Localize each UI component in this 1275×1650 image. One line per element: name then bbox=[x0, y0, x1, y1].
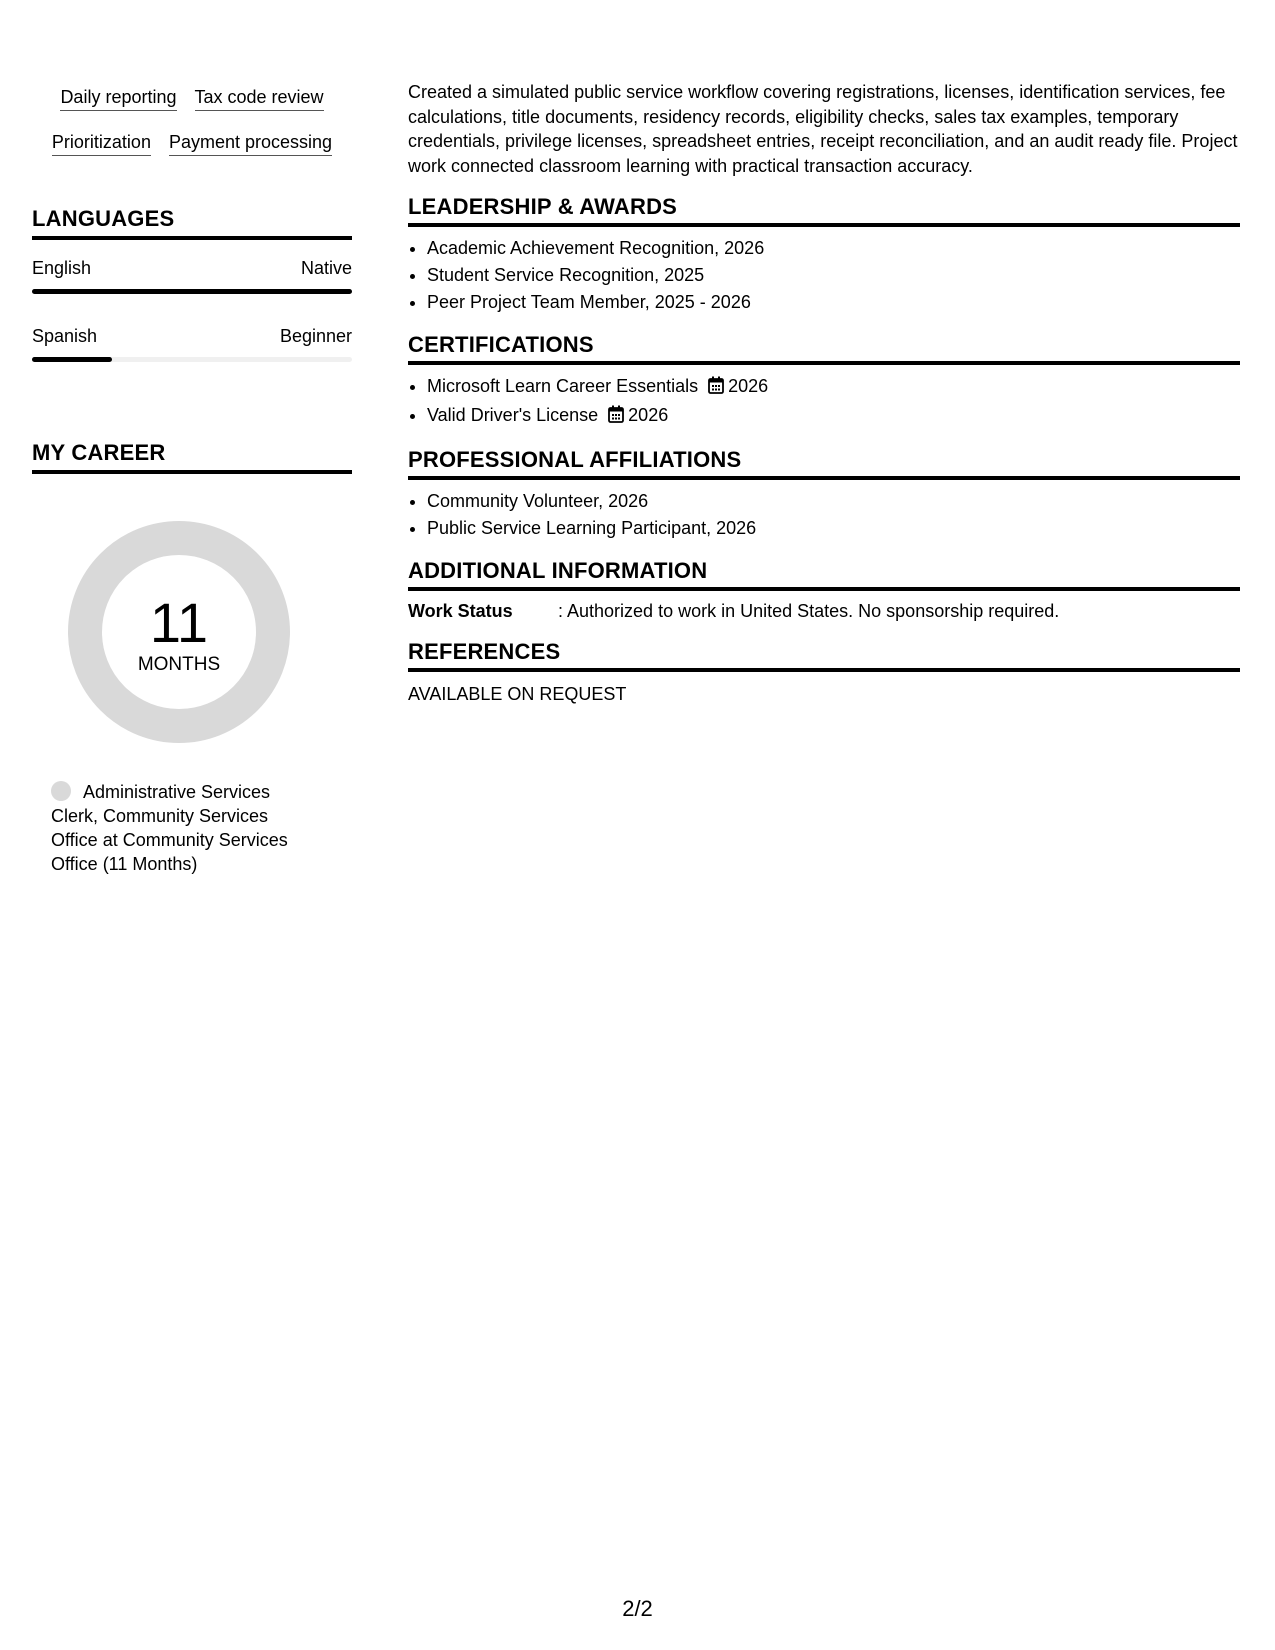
affiliations-list bbox=[408, 488, 1240, 542]
work-status-row bbox=[408, 599, 1240, 623]
leadership-list bbox=[408, 235, 1240, 316]
certifications-heading: CERTIFICATIONS bbox=[408, 332, 1240, 365]
calendar-icon bbox=[608, 404, 624, 431]
skill-tag: Payment processing bbox=[169, 131, 332, 156]
certification-name: Microsoft Learn Career Essentials bbox=[427, 376, 699, 396]
career-section bbox=[32, 440, 352, 876]
donut-center-label bbox=[67, 591, 291, 676]
skills-list bbox=[32, 80, 352, 156]
project-summary: Created a simulated public service workflow covering registrations, licenses, identification services, fee calculations, title documents, residency records, eligibility checks, sales tax examples, temporary credentials, privilege licenses, spreadsheet entries, receipt reconciliation, and an audit ready file. Project work connected classroom learning with practical transaction accuracy. bbox=[408, 82, 1238, 176]
list-item: • Public Service Learning Participant, 2026 bbox=[427, 515, 1240, 542]
language-proficiency-bar bbox=[32, 357, 352, 362]
leadership-heading: LEADERSHIP & AWARDS bbox=[408, 194, 1240, 227]
list-item bbox=[427, 373, 1240, 402]
career-donut-chart bbox=[67, 520, 291, 744]
list-item bbox=[427, 402, 1240, 431]
affiliations-heading: PROFESSIONAL AFFILIATIONS bbox=[408, 447, 1240, 480]
certification-year: 2026 bbox=[628, 405, 669, 425]
references-heading: REFERENCES bbox=[408, 639, 1240, 672]
career-entry-text: Administrative Services Clerk, Community Services Office at Community Services Office (11 Months) bbox=[51, 782, 288, 874]
language-item bbox=[32, 324, 352, 362]
language-name: Spanish bbox=[32, 326, 98, 346]
list-item: • Community Volunteer, 2026 bbox=[427, 488, 1240, 515]
career-total-number: 11 bbox=[149, 591, 209, 654]
work-status-value: : Authorized to work in United States. No sponsorship required. bbox=[558, 601, 1060, 621]
languages-heading: LANGUAGES bbox=[32, 206, 352, 240]
skill-tag: Prioritization bbox=[52, 131, 151, 156]
references-text: AVAILABLE ON REQUEST bbox=[408, 684, 627, 704]
calendar-icon bbox=[708, 375, 724, 402]
right-column bbox=[408, 80, 1240, 706]
work-status-label: Work Status bbox=[408, 601, 513, 621]
legend-dot-icon bbox=[51, 781, 71, 801]
career-legend bbox=[51, 780, 311, 876]
language-level: Beginner bbox=[279, 326, 352, 346]
additional-info-heading: ADDITIONAL INFORMATION bbox=[408, 558, 1240, 591]
page-number: 2/2 bbox=[622, 1596, 653, 1621]
language-name: English bbox=[32, 258, 92, 278]
language-item bbox=[32, 256, 352, 294]
language-proficiency-fill bbox=[32, 357, 112, 362]
list-item: • Peer Project Team Member, 2025 - 2026 bbox=[427, 289, 1240, 316]
career-heading: MY CAREER bbox=[32, 440, 352, 474]
left-column bbox=[32, 80, 352, 876]
list-item: • Student Service Recognition, 2025 bbox=[427, 262, 1240, 289]
skill-tag: Tax code review bbox=[195, 86, 324, 111]
certification-year: 2026 bbox=[728, 376, 769, 396]
career-total-unit: MONTHS bbox=[137, 654, 221, 675]
list-item: • Academic Achievement Recognition, 2026 bbox=[427, 235, 1240, 262]
language-proficiency-fill bbox=[32, 289, 352, 294]
skill-tag: Daily reporting bbox=[60, 86, 176, 111]
language-proficiency-bar bbox=[32, 289, 352, 294]
language-level: Native bbox=[300, 258, 352, 278]
languages-section bbox=[32, 206, 352, 362]
certifications-list bbox=[408, 373, 1240, 431]
certification-name: Valid Driver's License bbox=[427, 405, 599, 425]
